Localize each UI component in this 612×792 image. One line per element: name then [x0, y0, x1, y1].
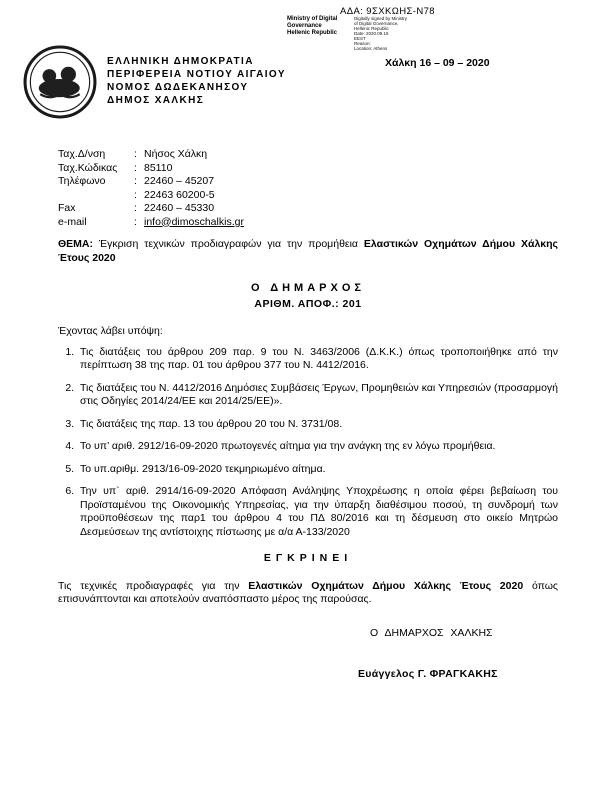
- signature-detail-line: EEST: [354, 36, 366, 41]
- contact-row-email: e-mail : info@dimoschalkis.gr: [58, 215, 244, 228]
- signature-detail-line: of Digital Governance,: [354, 21, 399, 26]
- ada-code: ΑΔΑ: 9ΣΧΚΩΗΣ-Ν78: [340, 6, 435, 17]
- consideration-item: 1. Τις διατάξεις του άρθρου 209 παρ. 9 του Ν. 3463/2006 (Δ.Κ.Κ.) όπως τροποποιήθηκε από την περίπτωση 38 της παρ. 01 του άρθρου 377 του Ν. 4412/2016.: [77, 346, 558, 373]
- decision-number: ΑΡΙΘΜ. ΑΠΟΦ.: 201: [254, 297, 362, 310]
- ministry-label: [287, 16, 349, 37]
- preamble: Έχοντας λάβει υπόψη:: [58, 325, 163, 337]
- consideration-item: 5. Το υπ.αριθμ. 2913/16-09-2020 τεκμηριωμένο αίτημα.: [77, 463, 558, 477]
- signature-title: Ο ΔΗΜΑΡΧΟΣ ΧΑΛΚΗΣ: [370, 626, 493, 639]
- letterhead-line: ΝΟΜΟΣ ΔΩΔΕΚΑΝΗΣΟΥ: [107, 82, 249, 93]
- signature-detail-line: Digitally signed by Ministry: [354, 16, 408, 21]
- contact-label: Τηλέφωνο: [58, 175, 106, 187]
- letterhead: [107, 55, 286, 107]
- contact-value: 22460 – 45330: [144, 202, 215, 214]
- contact-info: [58, 148, 244, 229]
- signature-name: Ευάγγελος Γ. ΦΡΑΓΚΑΚΗΣ: [358, 668, 498, 680]
- contact-value: 85110: [144, 161, 173, 174]
- document-body: [58, 238, 558, 682]
- closing-post: όπως επισυνάπτονται και αποτελούν αναπόσπαστο μέρος της παρούσας.: [58, 579, 558, 605]
- digital-signature-stamp: [287, 16, 449, 51]
- subject-bold-text: Ελαστικών Οχημάτων Δήμου Χάλκης Έτους 2020: [58, 238, 559, 264]
- consideration-item: 3. Τις διατάξεις της παρ. 13 του άρθρου 20 του Ν. 3731/08.: [77, 418, 558, 432]
- document-date: Χάλκη 16 – 09 – 2020: [385, 57, 490, 69]
- subject-line: [58, 238, 558, 265]
- signature-detail-line: Date: 2020.09.16: [354, 31, 389, 36]
- letterhead-line: ΕΛΛΗΝΙΚΗ ΔΗΜΟΚΡΑΤΙΑ: [107, 56, 254, 67]
- approves-heading: ΕΓΚΡΙΝΕΙ: [263, 552, 353, 564]
- contact-value: Νήσος Χάλκη: [144, 148, 208, 160]
- contact-row-address: Ταχ.Δ/νση : Νήσος Χάλκη: [58, 148, 208, 160]
- contact-label: Ταχ.Δ/νση: [58, 148, 106, 160]
- email-link[interactable]: info@dimoschalkis.gr: [144, 215, 244, 228]
- letterhead-line: ΔΗΜΟΣ ΧΑΛΚΗΣ: [107, 95, 205, 106]
- contact-row-postal-code: Ταχ.Κώδικας : 85110: [58, 161, 173, 174]
- ministry-line: Ministry of Digital: [287, 16, 338, 22]
- contact-label: e-mail: [58, 215, 87, 228]
- contact-value: 22460 – 45207: [144, 175, 215, 187]
- consideration-item: 2. Τις διατάξεις του Ν. 4412/2016 Δημόσιες Συμβάσεις Έργων, Προμηθειών και Υπηρεσιών (προσαρμογή στις Οδηγίες 2014/24/ΕΕ και 2014/25/ΕΕ)».: [77, 382, 558, 409]
- subject-label: ΘΕΜΑ:: [58, 238, 93, 250]
- signature-detail-line: Reason:: [354, 41, 371, 46]
- contact-row-phone: Τηλέφωνο : 22460 – 45207: [58, 175, 215, 187]
- closing-bold-text: Ελαστικών Οχημάτων Δήμου Χάλκης Έτους 2020: [248, 579, 524, 592]
- mayor-heading: Ο ΔΗΜΑΡΧΟΣ: [251, 282, 365, 294]
- municipality-seal-icon: [22, 44, 98, 120]
- signature-details: [354, 16, 449, 51]
- consideration-item: 4. Το υπ’ αριθ. 2912/16-09-2020 πρωτογενές αίτημα για την ανάγκη της εν λόγω προμήθεια.: [77, 440, 558, 454]
- contact-label: Fax: [58, 202, 76, 214]
- letterhead-line: ΠΕΡΙΦΕΡΕΙΑ ΝΟΤΙΟΥ ΑΙΓΑΙΟΥ: [107, 69, 286, 80]
- subject-text: Έγκριση τεχνικών προδιαγραφών για την προμήθεια: [93, 238, 364, 250]
- signature-detail-line: Location: Athens: [354, 46, 388, 51]
- contact-value: 22463 60200-5: [144, 188, 215, 201]
- ministry-line: Governance: [287, 23, 322, 29]
- ministry-line: Hellenic Republic: [287, 30, 338, 36]
- closing-pre: Τις τεχνικές προδιαγραφές για την: [58, 579, 249, 592]
- considerations-list: [58, 346, 558, 540]
- contact-label: Ταχ.Κώδικας: [58, 161, 118, 174]
- consideration-item: 6. Την υπ` αριθ. 2914/16-09-2020 Απόφαση Ανάληψης Υποχρέωσης η οποία φέρει βεβαίωση του Προϊσταμένου της Οικονομικής Υπηρεσίας, για την ύπαρξη διαθέσιμου ποσού, τη συνδρομή των προϋποθέσεων της παρ1 του άρθρου 4 του ΠΔ 80/2016 και τη δέσμευση στο οικείο Μητρώο Δεσμεύσεων της αντίστοιχης πίστωσης με α/α Α-133/2020: [77, 485, 558, 539]
- contact-row-fax: Fax : 22460 – 45330: [58, 202, 215, 214]
- closing-paragraph: [58, 580, 558, 607]
- signature-detail-line: Hellenic Republic: [354, 26, 389, 31]
- contact-row-phone-2: : 22463 60200-5: [134, 188, 215, 201]
